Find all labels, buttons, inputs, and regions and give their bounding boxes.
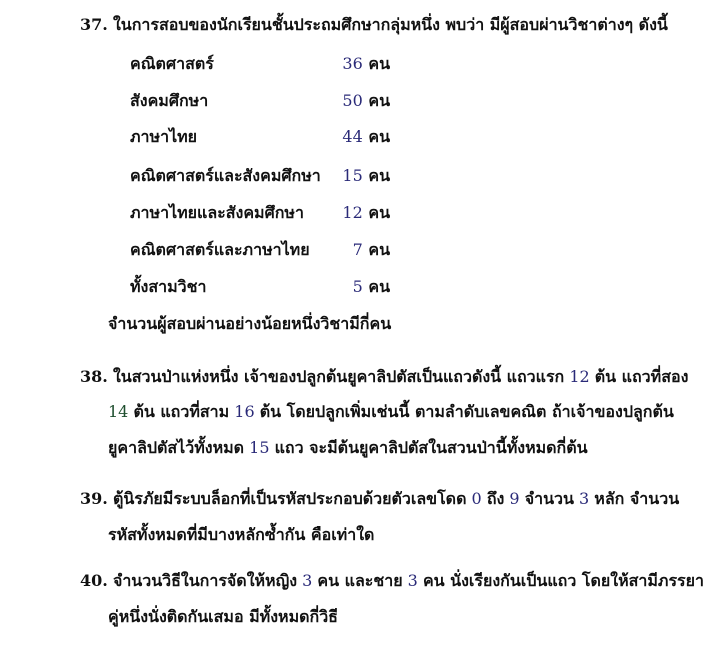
subject-name: คณิตศาสตร์และภาษาไทย xyxy=(130,240,310,259)
q38-line-2: 14 ต้น แถวที่สาม 16 ต้น โดยปลูกเพิ่มเช่นนี้ ตามลำดับเลขคณิต ถ้าเจ้าของปลูกต้น xyxy=(108,402,674,421)
subject-name: ภาษาไทยและสังคมศึกษา xyxy=(130,203,304,222)
q40-line-2: คู่หนึ่งนั่งติดกันเสมอ มีทั้งหมดกี่วิธี xyxy=(108,607,338,626)
q38-number: 38. xyxy=(80,367,108,386)
q38-line-1: 38. ในสวนป่าแห่งหนึ่ง เจ้าของปลูกต้นยูคาลิปตัสเป็นแถวดังนี้ แถวแรก 12 ต้น แถวที่สอง xyxy=(80,367,689,386)
subject-count: 5 คน xyxy=(352,277,390,296)
subject-count: 44 คน xyxy=(342,127,390,146)
q39-line-1: 39. ตู้นิรภัยมีระบบล็อกที่เป็นรหัสประกอบด้วยตัวเลขโดด 0 ถึง 9 จำนวน 3 หลัก จำนวน xyxy=(80,489,680,508)
subject-count: 12 คน xyxy=(342,203,390,222)
subject-count: 15 คน xyxy=(342,166,390,185)
subject-count: 7 คน xyxy=(352,240,390,259)
q37-number: 37. xyxy=(80,15,108,34)
q37-question: จำนวนผู้สอบผ่านอย่างน้อยหนึ่งวิชามีกี่คน xyxy=(108,314,392,333)
q38-line-3: ยูคาลิปตัสไว้ทั้งหมด 15 แถว จะมีต้นยูคาลิปตัสในสวนป่านี้ทั้งหมดกี่ต้น xyxy=(108,438,588,457)
q37-row xyxy=(130,126,390,148)
subject-count: 50 คน xyxy=(342,91,390,110)
q37-intro-line xyxy=(80,14,668,36)
subject-name: คณิตศาสตร์และสังคมศึกษา xyxy=(130,166,321,185)
q37-row xyxy=(130,53,390,75)
q39-line-2: รหัสทั้งหมดที่มีบางหลักซ้ำกัน คือเท่าใด xyxy=(108,525,375,544)
subject-name: คณิตศาสตร์ xyxy=(130,54,214,73)
q37-row xyxy=(130,276,390,298)
q37-row xyxy=(130,239,390,261)
subject-name: ทั้งสามวิชา xyxy=(130,277,207,296)
subject-name: ภาษาไทย xyxy=(130,127,198,146)
q40-number: 40. xyxy=(80,571,108,590)
q39-number: 39. xyxy=(80,489,108,508)
subject-count: 36 คน xyxy=(342,54,390,73)
subject-name: สังคมศึกษา xyxy=(130,91,209,110)
q37-intro: ในการสอบของนักเรียนชั้นประถมศึกษากลุ่มหนึ่ง พบว่า มีผู้สอบผ่านวิชาต่างๆ ดังนี้ xyxy=(112,15,668,34)
q37-row xyxy=(130,202,390,224)
q40-line-1: 40. จำนวนวิธีในการจัดให้หญิง 3 คน และชาย 3 คน นั่งเรียงกันเป็นแถว โดยให้สามีภรรยา xyxy=(80,571,704,590)
q37-row xyxy=(130,165,390,187)
q37-row xyxy=(130,90,390,112)
